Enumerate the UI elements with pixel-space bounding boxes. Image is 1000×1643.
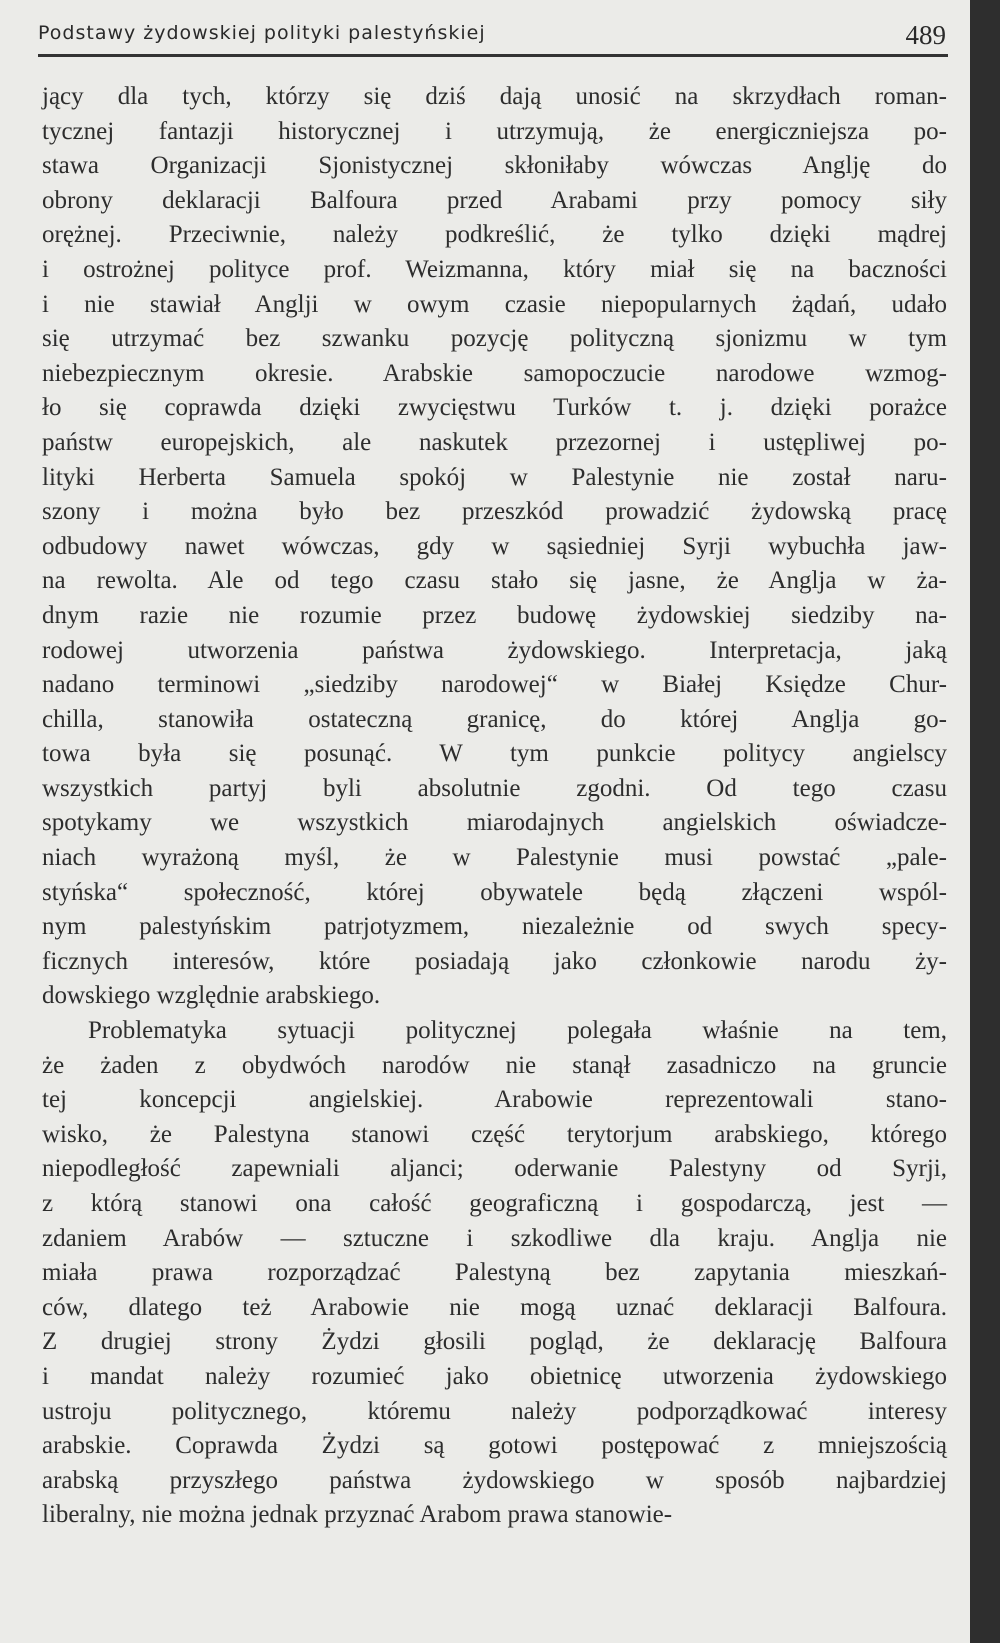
text-line: dnym razie nie rozumie przez budowę żydowskiej siedziby na- bbox=[42, 601, 947, 629]
text-line: spotykamy we wszystkich miarodajnych angielskich oświadcze- bbox=[42, 809, 947, 837]
text-line: nym palestyńskim patrjotyzmem, niezależnie od swych specy- bbox=[42, 913, 947, 941]
text-line: szony i można było bez przeszkód prowadzić żydowską pracę bbox=[42, 498, 947, 526]
text-line: tycznej fantazji historycznej i utrzymują, że energiczniejsza po- bbox=[42, 117, 947, 145]
text-line: niebezpiecznym okresie. Arabskie samopoczucie narodowe wzmog- bbox=[42, 359, 947, 387]
text-line: tej koncepcji angielskiej. Arabowie reprezentowali stano- bbox=[42, 1086, 947, 1114]
text-line: że żaden z obydwóch narodów nie stanął zasadniczo na gruncie bbox=[42, 1051, 947, 1079]
text-line: i mandat należy rozumieć jako obietnicę utworzenia żydowskiego bbox=[42, 1362, 947, 1390]
text-line: liberalny, nie można jednak przyznać Arabom prawa stanowie- bbox=[42, 1501, 673, 1529]
page-number: 489 bbox=[905, 20, 946, 50]
scan-edge bbox=[970, 0, 1000, 1643]
text-line: się utrzymać bez szwanku pozycję polityczną sjonizmu w tym bbox=[42, 325, 947, 353]
text-line: ło się coprawda dzięki zwycięstwu Turków t. j. dzięki porażce bbox=[42, 394, 947, 422]
header-rule bbox=[38, 54, 948, 57]
text-line: wszystkich partyj byli absolutnie zgodni. Od tego czasu bbox=[42, 774, 947, 802]
text-line: lityki Herberta Samuela spokój w Palestynie nie został naru- bbox=[42, 463, 947, 491]
text-line: rodowej utworzenia państwa żydowskiego. Interpretacja, jaką bbox=[42, 636, 947, 664]
text-line: z którą stanowi ona całość geograficzną i gospodarczą, jest — bbox=[42, 1190, 947, 1217]
text-line: stawa Organizacji Sjonistycznej skłoniłaby wówczas Anglję do bbox=[42, 152, 947, 180]
paragraph-2 bbox=[42, 1014, 947, 1533]
text-line: niach wyrażoną myśl, że w Palestynie musi powstać „pale- bbox=[42, 844, 947, 872]
text-line: dowskiego względnie arabskiego. bbox=[42, 982, 381, 1010]
text-line: Problematyka sytuacji politycznej polegała właśnie na tem, bbox=[88, 1017, 947, 1045]
text-line: niepodległość zapewniali aljanci; oderwanie Palestyny od Syrji, bbox=[42, 1155, 947, 1183]
text-line: orężnej. Przeciwnie, należy podkreślić, że tylko dzięki mądrej bbox=[42, 221, 947, 249]
text-line: styńska“ społeczność, której obywatele będą złączeni wspól- bbox=[42, 878, 947, 906]
body-text bbox=[42, 80, 947, 1533]
text-line: ców, dlatego też Arabowie nie mogą uznać deklaracji Balfoura. bbox=[42, 1293, 947, 1321]
text-line: ustroju politycznego, któremu należy podporządkować interesy bbox=[42, 1397, 947, 1425]
text-line: ficznych interesów, które posiadają jako członkowie narodu ży- bbox=[42, 947, 947, 975]
text-line: jący dla tych, którzy się dziś dają unosić na skrzydłach roman- bbox=[42, 83, 947, 110]
paragraph-1 bbox=[42, 80, 947, 1014]
text-line: państw europejskich, ale naskutek przezornej i ustępliwej po- bbox=[42, 428, 947, 456]
text-line: zdaniem Arabów — sztuczne i szkodliwe dla kraju. Anglja nie bbox=[42, 1224, 947, 1252]
text-line: odbudowy nawet wówczas, gdy w sąsiedniej Syrji wybuchła jaw- bbox=[42, 532, 947, 560]
text-line: chilla, stanowiła ostateczną granicę, do której Anglja go- bbox=[42, 705, 947, 733]
page-header bbox=[38, 20, 948, 56]
text-line: obrony deklaracji Balfoura przed Arabami przy pomocy siły bbox=[42, 186, 947, 214]
running-head: Podstawy żydowskiej polityki palestyńskiej bbox=[38, 22, 486, 44]
text-line: i ostrożnej polityce prof. Weizmanna, który miał się na baczności bbox=[42, 255, 947, 283]
text-line: arabską przyszłego państwa żydowskiego w sposób najbardziej bbox=[42, 1466, 947, 1494]
text-line: i nie stawiał Anglji w owym czasie niepopularnych żądań, udało bbox=[42, 290, 947, 318]
text-line: arabskie. Coprawda Żydzi są gotowi postępować z mniejszością bbox=[42, 1432, 947, 1460]
text-line: na rewolta. Ale od tego czasu stało się jasne, że Anglja w ża- bbox=[42, 567, 947, 595]
text-line: towa była się posunąć. W tym punkcie politycy angielscy bbox=[42, 740, 947, 768]
text-line: nadano terminowi „siedziby narodowej“ w Białej Księdze Chur- bbox=[42, 671, 947, 699]
text-line: miała prawa rozporządzać Palestyną bez zapytania mieszkań- bbox=[42, 1259, 947, 1287]
text-line: wisko, że Palestyna stanowi część terytorjum arabskiego, którego bbox=[42, 1120, 947, 1148]
text-line: Z drugiej strony Żydzi głosili pogląd, że deklarację Balfoura bbox=[42, 1328, 947, 1356]
